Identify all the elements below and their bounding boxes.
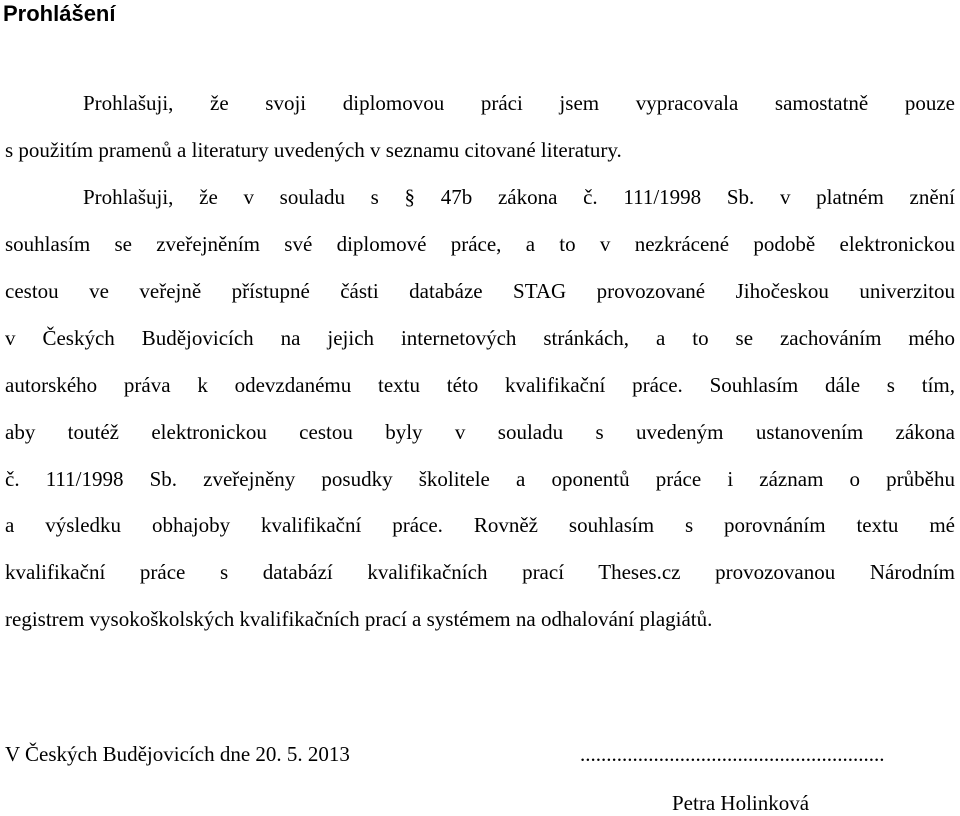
paragraph-2-line-5: autorského práva k odevzdanému textu této kvalifikační práce. Souhlasím dále s tím, xyxy=(5,373,955,397)
page-title: Prohlášení xyxy=(3,1,116,26)
paragraph-2-line-8: a výsledku obhajoby kvalifikační práce. Rovněž souhlasím s porovnáním textu mé xyxy=(5,513,955,537)
paragraph-1-line-1: Prohlašuji, že svoji diplomovou práci jsem vypracovala samostatně pouze xyxy=(83,91,955,115)
paragraph-2-line-3: cestou ve veřejně přístupné části databáze STAG provozované Jihočeskou univerzitou xyxy=(5,279,955,303)
paragraph-1-line-2: s použitím pramenů a literatury uvedených v seznamu citované literatury. xyxy=(5,138,622,162)
author-name: Petra Holinková xyxy=(672,791,810,815)
place-and-date: V Českých Budějovicích dne 20. 5. 2013 xyxy=(5,742,350,766)
signature-line: .......................................................... xyxy=(580,742,885,766)
paragraph-2-line-9: kvalifikační práce s databází kvalifikačních prací Theses.cz provozovanou Národním xyxy=(5,560,955,584)
paragraph-2-line-2: souhlasím se zveřejněním své diplomové práce, a to v nezkrácené podobě elektronickou xyxy=(5,232,955,256)
paragraph-2-line-10: registrem vysokoškolských kvalifikačních prací a systémem na odhalování plagiátů. xyxy=(5,607,713,631)
paragraph-2-line-6: aby toutéž elektronickou cestou byly v souladu s uvedeným ustanovením zákona xyxy=(5,420,955,444)
paragraph-2-line-1: Prohlašuji, že v souladu s § 47b zákona č. 111/1998 Sb. v platném znění xyxy=(83,185,955,209)
paragraph-2-line-7: č. 111/1998 Sb. zveřejněny posudky školitele a oponentů práce i záznam o průběhu xyxy=(5,467,955,491)
paragraph-2-line-4: v Českých Budějovicích na jejich internetových stránkách, a to se zachováním mého xyxy=(5,326,955,350)
